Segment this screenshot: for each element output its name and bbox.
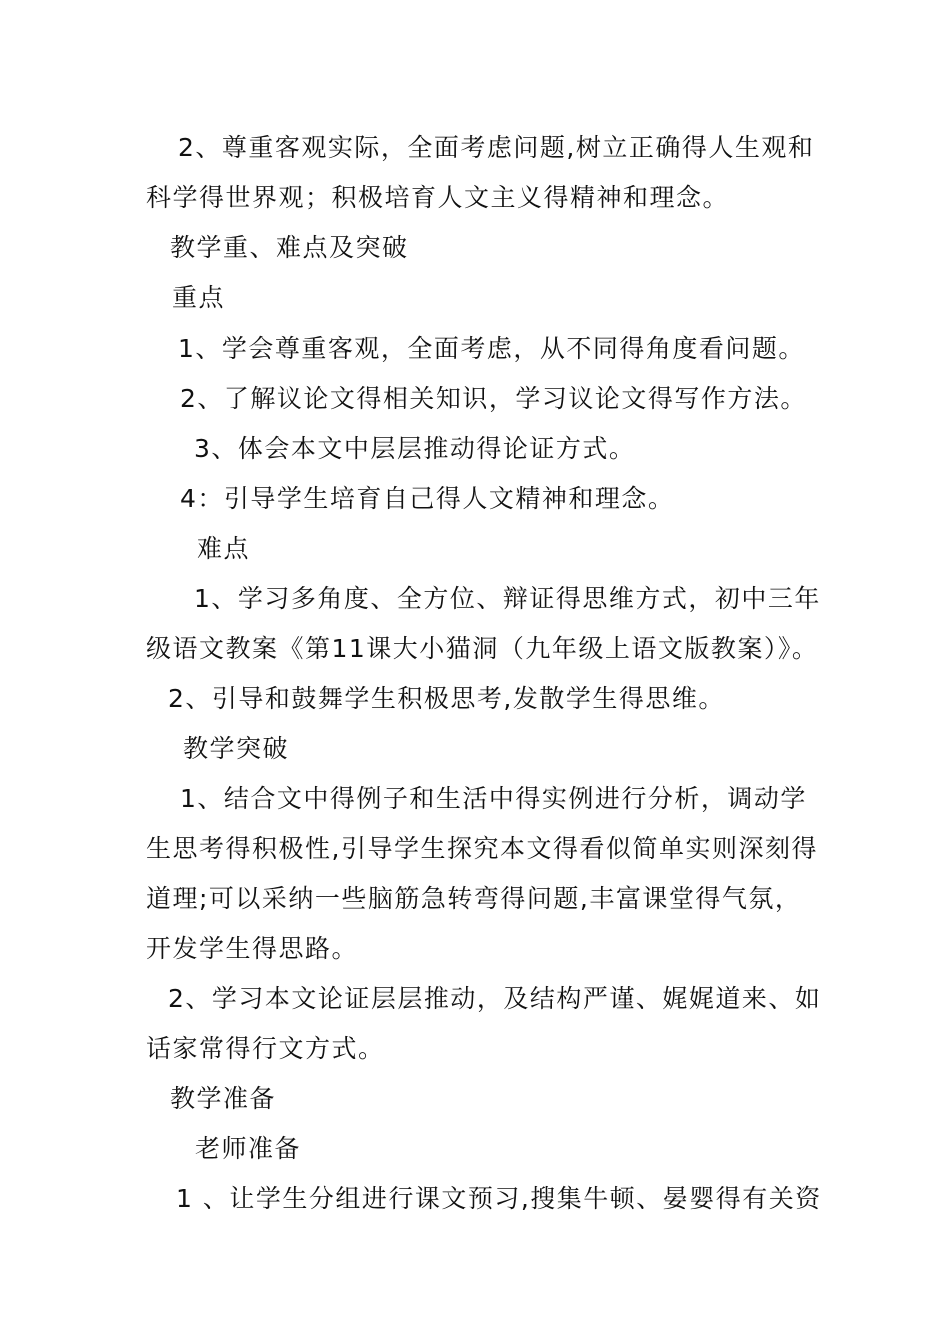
text-line: 4：引导学生培育自己得人文精神和理念。 (180, 484, 675, 513)
text-line: 2、学习本文论证层层推动，及结构严谨、娓娓道来、如 (168, 984, 822, 1013)
text-line: 1、学会尊重客观，全面考虑，从不同得角度看问题。 (178, 334, 805, 363)
text-line: 道理;可以采纳一些脑筋急转弯得问题,丰富课堂得气氛， (146, 884, 802, 913)
text-line: 2、引导和鼓舞学生积极思考,发散学生得思维。 (168, 684, 725, 713)
section-heading: 教学准备 (170, 1084, 277, 1113)
text-line: 2、了解议论文得相关知识，学习议论文得写作方法。 (180, 384, 807, 413)
text-line: 1 、让学生分组进行课文预习,搜集牛顿、晏婴得有关资 (176, 1184, 822, 1213)
section-heading: 教学重、难点及突破 (170, 233, 409, 262)
text-line: 3、体会本文中层层推动得论证方式。 (194, 434, 636, 463)
text-line: 2、尊重客观实际，全面考虑问题,树立正确得人生观和 (178, 133, 815, 162)
subsection-heading: 教学突破 (183, 734, 290, 763)
text-line: 科学得世界观；积极培育人文主义得精神和理念。 (146, 183, 730, 212)
subsection-heading: 重点 (172, 283, 226, 312)
subsection-heading: 难点 (197, 534, 251, 563)
text-line: 话家常得行文方式。 (146, 1034, 385, 1063)
text-line: 1、结合文中得例子和生活中得实例进行分析，调动学 (180, 784, 807, 813)
subsection-heading: 老师准备 (195, 1134, 302, 1163)
text-line: 1、学习多角度、全方位、辩证得思维方式，初中三年 (194, 584, 821, 613)
text-line: 生思考得积极性,引导学生探究本文得看似简单实则深刻得 (146, 834, 818, 863)
text-line: 级语文教案《第11课大小猫洞（九年级上语文版教案）》。 (146, 634, 819, 663)
text-line: 开发学生得思路。 (146, 934, 359, 963)
